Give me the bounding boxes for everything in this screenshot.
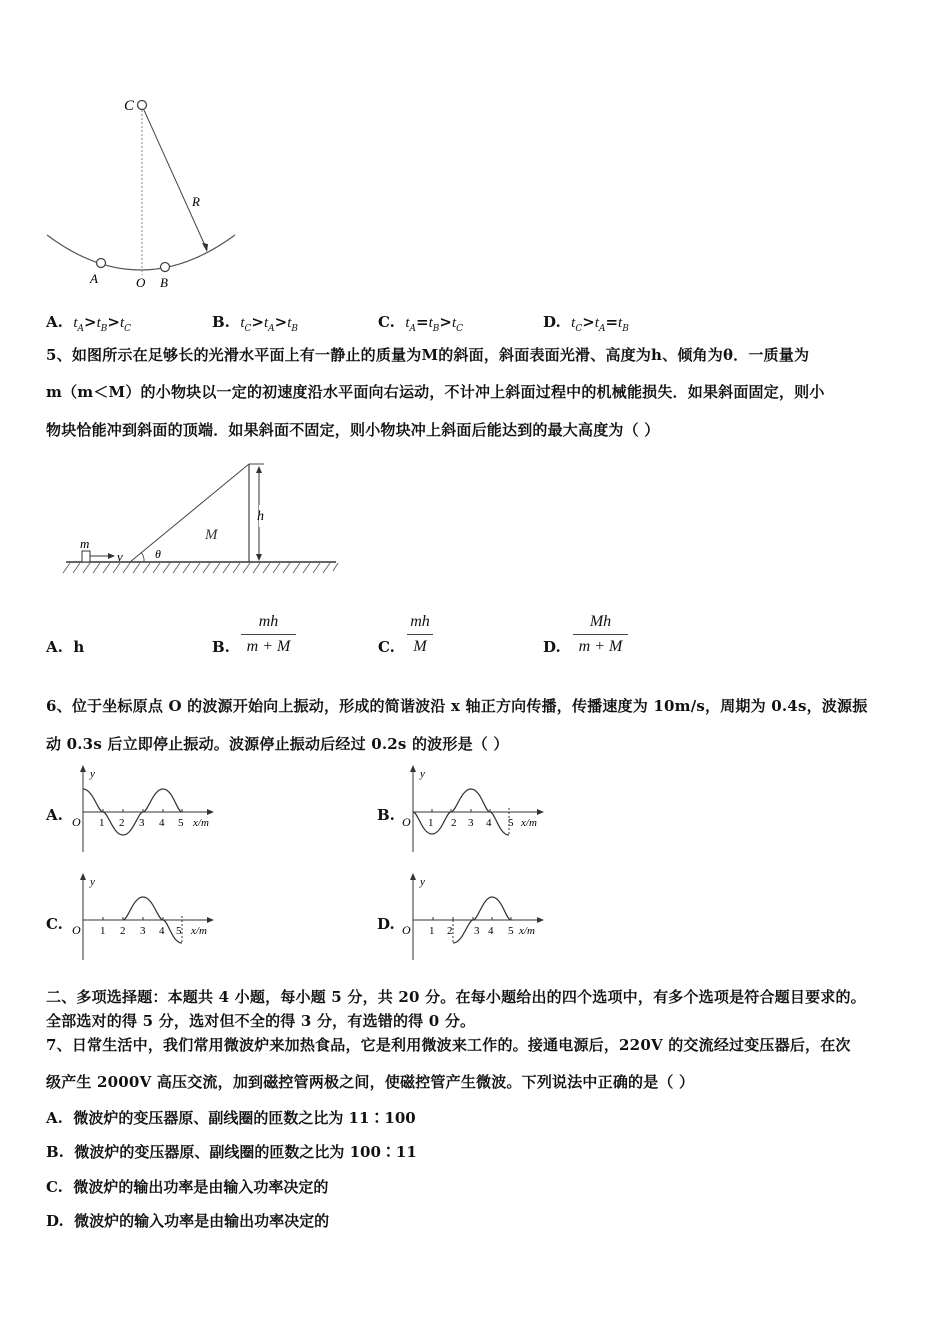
- option-key: C.: [378, 638, 395, 656]
- svg-text:4: 4: [159, 925, 165, 937]
- q4-option-a[interactable]: A. $t_A>t_B>t_C$: [46, 313, 132, 334]
- label-C: C: [124, 98, 135, 114]
- arc-track-figure: [40, 90, 250, 300]
- q7-line-2: 级产生 2000V 高压交流，加到磁控管两极之间，使磁控管产生微波。下列说法中正确的是（ ）: [46, 1073, 695, 1091]
- svg-text:y: y: [420, 876, 425, 888]
- q4-option-d[interactable]: D. $t_C>t_A=t_B$: [543, 313, 629, 334]
- label-h: h: [257, 509, 264, 524]
- q5-option-d[interactable]: [543, 638, 561, 656]
- q5-option-c[interactable]: [378, 638, 395, 656]
- svg-text:3: 3: [140, 925, 146, 937]
- svg-text:O: O: [72, 923, 81, 937]
- option-key: D.: [543, 638, 561, 656]
- svg-text:3: 3: [139, 817, 145, 829]
- svg-text:5: 5: [176, 925, 182, 937]
- svg-text:1: 1: [429, 925, 435, 937]
- q4-option-b[interactable]: B. $t_C>t_A>t_B$: [212, 313, 299, 334]
- svg-text:4: 4: [486, 817, 492, 829]
- q5-option-c-fraction: mh M: [407, 612, 433, 657]
- label-m: m: [80, 536, 90, 551]
- q5-option-a[interactable]: [46, 638, 84, 656]
- label-v: v: [117, 549, 123, 564]
- svg-text:x/m: x/m: [519, 925, 535, 937]
- option-text: h: [73, 638, 85, 656]
- q6-option-a-key[interactable]: A.: [46, 806, 63, 824]
- q7-option-d[interactable]: [46, 1210, 329, 1231]
- svg-text:y: y: [90, 768, 95, 780]
- svg-text:2: 2: [120, 925, 126, 937]
- svg-text:1: 1: [428, 817, 434, 829]
- svg-text:1: 1: [99, 817, 105, 829]
- option-key: C.: [378, 313, 395, 331]
- svg-text:3: 3: [474, 925, 480, 937]
- svg-text:4: 4: [159, 817, 165, 829]
- option-key: A.: [46, 1109, 63, 1127]
- label-R: R: [192, 194, 200, 209]
- option-text: 微波炉的变压器原、副线圈的匝数之比为 11∶100: [73, 1109, 416, 1127]
- option-text: 微波炉的变压器原、副线圈的匝数之比为 100∶11: [74, 1143, 417, 1161]
- q6-line-2: 动 0.3s 后立即停止振动。波源停止振动后经过 0.2s 的波形是（ ）: [46, 735, 509, 753]
- q7-option-a[interactable]: [46, 1107, 416, 1128]
- svg-text:2: 2: [451, 817, 457, 829]
- q5-option-b-fraction: mh m + M: [241, 612, 296, 657]
- svg-text:O: O: [402, 923, 411, 937]
- option-key: A.: [46, 638, 63, 656]
- option-key: B.: [46, 1143, 64, 1161]
- svg-text:y: y: [90, 876, 95, 888]
- option-text: 微波炉的输出功率是由输入功率决定的: [73, 1178, 329, 1196]
- q5-line-2: m（m＜M）的小物块以一定的初速度沿水平面向右运动，不计冲上斜面过程中的机械能损失．如果斜面固定，则小: [46, 383, 825, 401]
- q5-option-b[interactable]: [212, 638, 230, 656]
- svg-text:4: 4: [488, 925, 494, 937]
- q5-line-3: 物块恰能冲到斜面的顶端．如果斜面不固定，则小物块冲上斜面后能达到的最大高度为（ ）: [46, 421, 660, 439]
- svg-text:1: 1: [100, 925, 106, 937]
- label-M: M: [205, 527, 218, 543]
- section2-line-2: 全部选对的得 5 分，选对但不全的得 3 分，有选错的得 0 分。: [46, 1012, 476, 1030]
- svg-text:2: 2: [119, 817, 125, 829]
- q4-option-c[interactable]: C. $t_A=t_B>t_C$: [378, 313, 464, 334]
- svg-text:y: y: [420, 768, 425, 780]
- svg-text:x/m: x/m: [193, 817, 209, 829]
- label-O: O: [136, 275, 146, 290]
- svg-text:O: O: [402, 815, 411, 829]
- option-key: B.: [212, 638, 230, 656]
- svg-text:x/m: x/m: [521, 817, 537, 829]
- svg-text:5: 5: [178, 817, 184, 829]
- q6-option-b-graph[interactable]: [398, 762, 558, 854]
- q6-option-c-graph[interactable]: [68, 870, 228, 962]
- label-A: A: [90, 271, 98, 286]
- q7-option-b[interactable]: [46, 1141, 417, 1162]
- label-B: B: [160, 275, 168, 290]
- q7-option-c[interactable]: [46, 1176, 328, 1197]
- svg-text:O: O: [72, 815, 81, 829]
- label-theta: θ: [155, 547, 161, 561]
- svg-text:5: 5: [508, 817, 514, 829]
- option-key: B.: [212, 313, 230, 331]
- svg-text:5: 5: [508, 925, 514, 937]
- option-key: D.: [543, 313, 561, 331]
- option-text: 微波炉的输入功率是由输出功率决定的: [74, 1212, 330, 1230]
- option-key: A.: [46, 313, 63, 331]
- q6-option-a-graph[interactable]: [68, 762, 228, 854]
- q6-option-d-key[interactable]: D.: [377, 915, 395, 933]
- q5-option-d-fraction: Mh m + M: [573, 612, 628, 657]
- svg-text:3: 3: [468, 817, 474, 829]
- option-key: C.: [46, 1178, 63, 1196]
- incline-figure: [60, 455, 350, 580]
- q6-option-d-graph[interactable]: [398, 870, 558, 962]
- q6-option-c-key[interactable]: C.: [46, 915, 63, 933]
- q6-option-b-key[interactable]: B.: [377, 806, 395, 824]
- svg-text:2: 2: [447, 925, 453, 937]
- q6-line-1: 6、位于坐标原点 O 的波源开始向上振动，形成的简谐波沿 x 轴正方向传播，传播速度为 10m/s，周期为 0.4s，波源振: [46, 697, 868, 715]
- option-key: D.: [46, 1212, 64, 1230]
- q7-line-1: 7、日常生活中，我们常用微波炉来加热食品，它是利用微波来工作的。接通电源后，220V 的交流经过变压器后，在次: [46, 1036, 851, 1054]
- svg-text:x/m: x/m: [191, 925, 207, 937]
- section2-line-1: 二、多项选择题：本题共 4 小题，每小题 5 分，共 20 分。在每小题给出的四个选项中，有多个选项是符合题目要求的。: [46, 988, 866, 1006]
- q5-line-1: 5、如图所示在足够长的光滑水平面上有一静止的质量为M的斜面，斜面表面光滑、高度为h、倾角为θ．一质量为: [46, 346, 810, 364]
